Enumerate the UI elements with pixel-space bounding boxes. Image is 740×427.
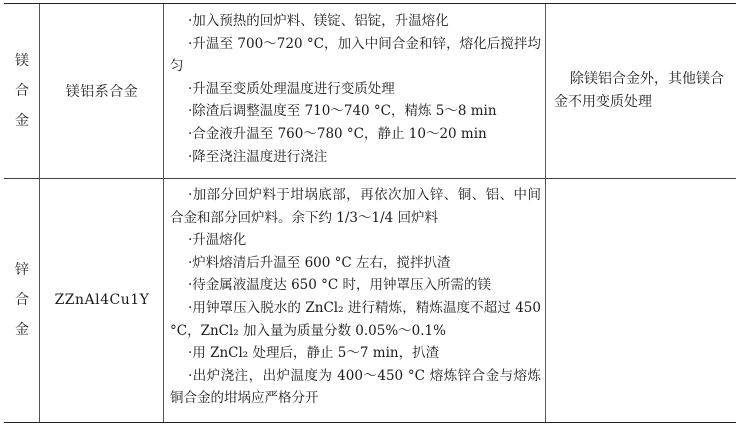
- category-char: 金: [15, 322, 29, 338]
- alloy-cell: [40, 178, 164, 422]
- table-row-zinc: [4, 178, 736, 422]
- step-item: ·合金液升温至 760～780 °C，静止 10～20 min: [188, 125, 487, 142]
- step-item: ·升温至 700～720 °C，加入中间合金和锌，熔化后搅拌均匀: [170, 35, 541, 75]
- category-char: 金: [15, 113, 29, 129]
- category-cell: [4, 178, 40, 422]
- process-table: [4, 3, 736, 423]
- step-item: ·出炉浇注，出炉温度为 400～450 °C 熔炼锌合金与熔炼铜合金的坩埚应严格分开: [170, 367, 541, 407]
- note-cell: [546, 178, 736, 422]
- category-char: 合: [15, 83, 29, 99]
- category-char: 镁: [15, 53, 29, 69]
- note-text: 除镁铝合金外，其他镁合金不用变质处理: [554, 71, 724, 110]
- steps-list: [170, 10, 541, 168]
- alloy-cell: [40, 4, 164, 178]
- category-label: [4, 255, 40, 345]
- steps-cell: [164, 4, 546, 178]
- note-cell: [546, 4, 736, 178]
- step-item: ·炉料熔清后升温至 600 °C 左右，搅拌扒渣: [188, 254, 451, 271]
- step-item: ·待金属液温度达 650 °C 时，用钟罩压入所需的镁: [188, 277, 492, 294]
- step-item: ·除渣后调整温度至 710～740 °C，精炼 5～8 min: [188, 103, 497, 120]
- category-char: 合: [15, 292, 29, 308]
- step-item: ·升温熔化: [188, 232, 247, 249]
- step-item: ·用 ZnCl₂ 处理后，静止 5～7 min，扒渣: [188, 345, 440, 362]
- step-item: ·降至浇注温度进行浇注: [188, 148, 328, 165]
- step-item: ·升温至变质处理温度进行变质处理: [188, 80, 395, 97]
- category-char: 锌: [15, 262, 29, 278]
- category-label: [4, 46, 40, 136]
- step-item: ·用钟罩压入脱水的 ZnCl₂ 进行精炼，精炼温度不超过 450 °C，ZnCl₂ 加入量为质量分数 0.05%～0.1%: [170, 299, 541, 339]
- step-item: ·加入预热的回炉料、镁锭、铝锭，升温熔化: [188, 13, 449, 29]
- category-cell: [4, 4, 40, 178]
- table-row-magnesium: [4, 4, 736, 179]
- step-item: ·加部分回炉料于坩埚底部，再依次加入锌、铜、铝、中间合金和部分回炉料。余下约 1/3～1/4 回炉料: [170, 187, 541, 226]
- alloy-name: 镁铝系合金: [65, 84, 139, 100]
- steps-cell: [164, 178, 546, 422]
- alloy-name: ZZnAl4Cu1Y: [54, 292, 150, 308]
- steps-list: [170, 184, 541, 410]
